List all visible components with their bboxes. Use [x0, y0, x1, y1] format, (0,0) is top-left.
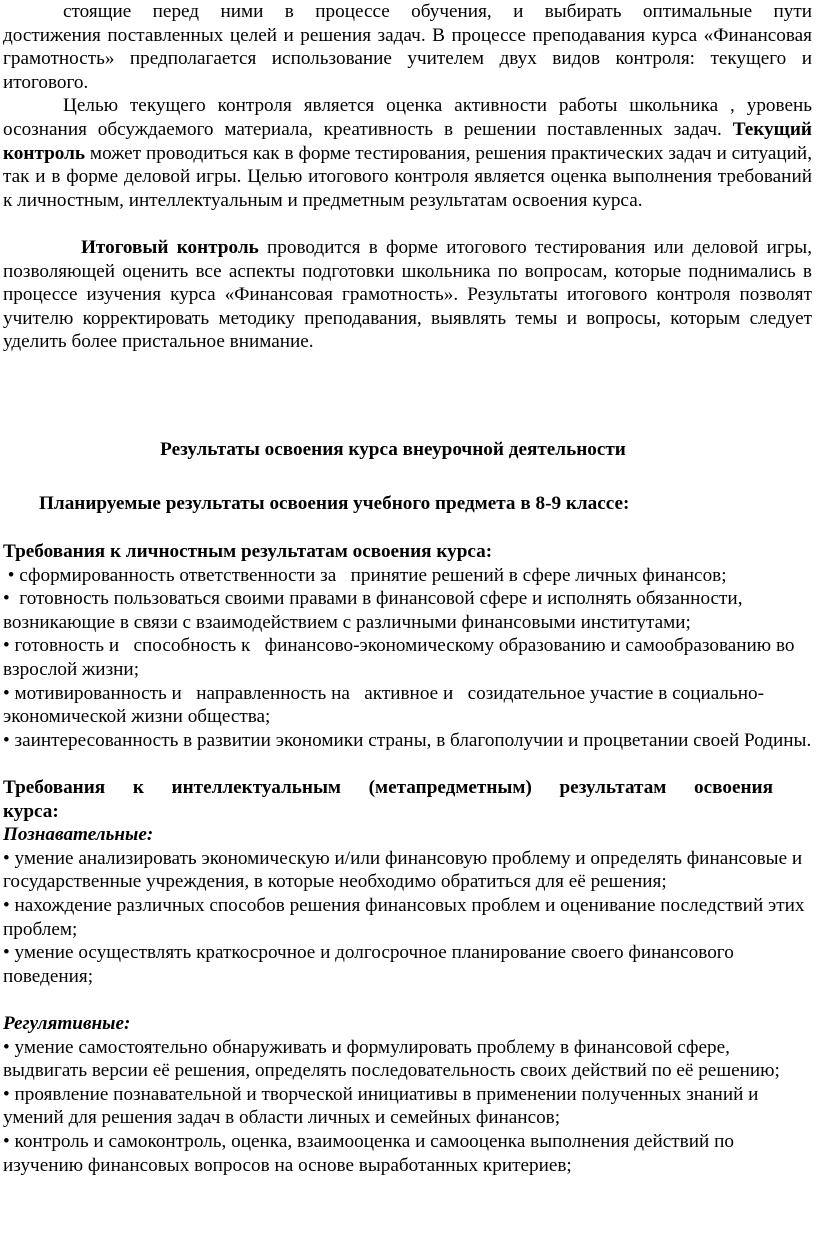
intellectual-results-section	[3, 776, 812, 1177]
results-heading: Результаты освоения курса внеурочной деятельности	[160, 439, 626, 460]
personal-results-section	[3, 540, 812, 752]
list-item: • умение анализировать экономическую и/или финансовую проблему и определять финансовые и государственные учреждения, в которые необходимо обратиться для её решения;	[3, 847, 803, 893]
planned-results-heading: Планируемые результаты освоения учебного предмета в 8-9 классе:	[39, 493, 630, 514]
current-control-text: может проводиться как в форме тестирования, решения практических задач и ситуаций, так и в форме деловой игры. Целью итогового контроля является оценка выполнения требований к личностным, интеллектуальным и предметным результатам освоения курса.	[3, 142, 812, 211]
final-control-term: Итоговый контроль	[81, 237, 259, 258]
list-item: • готовность пользоваться своими правами в финансовой сфере и исполнять обязанности, возникающие в связи с взаимодействием с различными финансовыми институтами;	[3, 588, 748, 633]
list-item: • умение самостоятельно обнаруживать и формулировать проблему в финансовой сфере, выдвигать версии её решения, определять последовательность своих действий по её решению;	[3, 1036, 780, 1082]
intellectual-results-heading: Требования к интеллектуальным (метапредметным) результатам освоения	[3, 777, 773, 798]
list-item: • контроль и самоконтроль, оценка, взаимооценка и самооценка выполнения действий по изучению финансовых вопросов на основе выработанных критериев;	[3, 1130, 734, 1176]
current-control-lead: Целью текущего контроля является оценка активности работы школьника , уровень осознания обсуждаемого материала, креативность в решении поставленных задач.	[3, 95, 812, 140]
final-control-text: проводится в форме итогового тестирования или деловой игры, позволяющей оценить все аспекты подготовки школьника по вопросам, которые поднимались в процессе изучения курса «Финансовая грамотность». Результаты итогового контроля позволят учителю корректировать методику преподавания, выявлять темы и вопросы, которым следует уделить более пристальное внимание.	[3, 237, 812, 353]
list-item: • нахождение различных способов решения финансовых проблем и оценивание последствий этих проблем;	[3, 894, 805, 940]
cognitive-label: Познавательные:	[3, 824, 154, 846]
personal-results-heading: Требования к личностным результатам освоения курса:	[3, 541, 493, 562]
list-item: • проявление познавательной и творческой инициативы в применении полученных знаний и умений для решения задач в области личных и семейных финансов;	[3, 1083, 759, 1129]
list-item: • сформированность ответственности за принятие решений в сфере личных финансов;	[3, 564, 727, 586]
paragraph-1-rest: достижения поставленных целей и решения задач. В процессе преподавания курса «Финансовая грамотность» предполагается использование учителем двух видов контроля: текущего и итогового.	[3, 24, 812, 93]
list-item: • заинтересованность в развитии экономики страны, в благополучии и процветании своей Родины.	[3, 729, 812, 751]
paragraph-current-control	[3, 94, 812, 212]
paragraph-1-line-1: стоящие перед ними в процессе обучения, и выбирать оптимальные пути	[63, 1, 812, 22]
spacer	[3, 988, 812, 1012]
regulatory-label: Регулятивные:	[3, 1012, 131, 1034]
current-control-term: Текущий контроль	[3, 118, 812, 164]
list-item: • мотивированность и направленность на активное и созидательное участие в социально-экономической жизни общества;	[3, 682, 764, 728]
intellectual-results-heading-end: курса:	[3, 800, 59, 822]
list-item: • готовность и способность к финансово-экономическому образованию и самообразованию во взрослой жизни;	[3, 635, 800, 680]
paragraph-final-control	[3, 236, 812, 354]
list-item: • умение осуществлять краткосрочное и долгосрочное планирование своего финансового поведения;	[3, 942, 734, 987]
